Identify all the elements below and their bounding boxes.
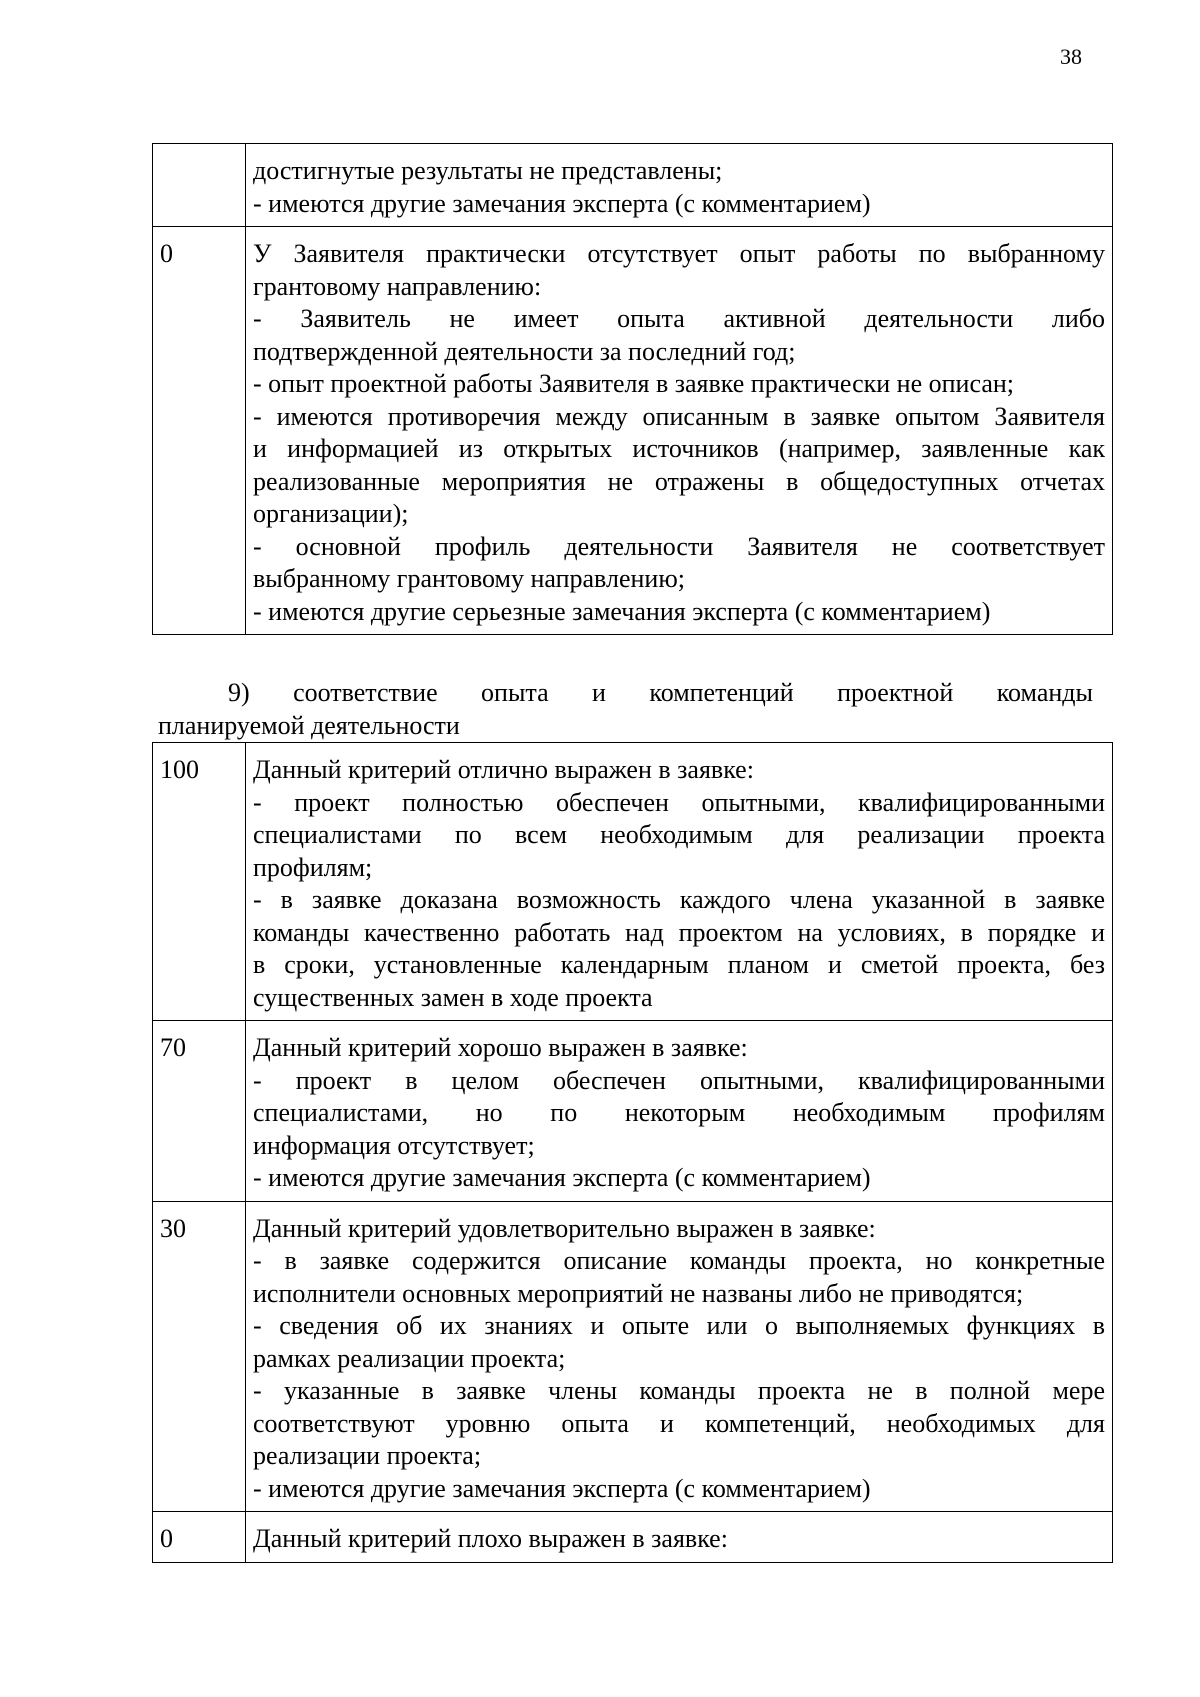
section-heading-line: 9) соответствие опыта и компетенций проектной команды — [228, 678, 1093, 707]
description-line: У Заявителя практически отсутствует опыт работы по выбранному — [253, 239, 1105, 268]
description-line: соответствуют уровню опыта и компетенций, необходимых для — [253, 1408, 1105, 1438]
description-line: - имеются другие серьезные замечания эксперта (с комментарием) — [253, 596, 991, 626]
description-line: команды качественно работать над проектом на условиях, в порядке и — [253, 917, 1105, 947]
description-line: реализованные мероприятия не отражены в общедоступных отчетах — [253, 466, 1105, 496]
description-line: - проект полностью обеспечен опытными, квалифицированными — [253, 787, 1105, 817]
description-line: профилям; — [253, 852, 373, 882]
description-line: Данный критерий отлично выражен в заявке: — [253, 755, 754, 784]
score-cell: 30 — [153, 1201, 246, 1512]
description-line: - указанные в заявке члены команды проекта не в полной мере — [253, 1376, 1105, 1405]
description-line: - в заявке содержится описание команды проекта, но конкретные — [253, 1246, 1105, 1275]
section-heading-line: планируемой деятельности — [158, 710, 460, 740]
criterion-description — [246, 743, 1113, 1021]
table-row — [153, 1201, 1113, 1512]
description-line: специалистами, но по некоторым необходимым профилям — [253, 1098, 1105, 1127]
page-number: 38 — [1060, 44, 1082, 69]
description-line: выбранному грантовому направлению; — [253, 564, 685, 593]
description-line: организации); — [253, 499, 409, 528]
description-line: подтвержденной деятельности за последний год; — [253, 336, 796, 366]
description-line: - опыт проектной работы Заявителя в заявке практически не описан; — [253, 369, 1014, 398]
description-line: Данный критерий хорошо выражен в заявке: — [253, 1033, 748, 1062]
table-row — [153, 743, 1113, 1021]
description-line: специалистами по всем необходимым для реализации проекта — [253, 820, 1105, 849]
description-line: - основной профиль деятельности Заявителя не соответствует — [253, 531, 1105, 561]
table-row — [153, 1512, 1113, 1563]
description-line: - в заявке доказана возможность каждого члена указанной в заявке — [253, 885, 1105, 914]
description-line: - имеются другие замечания эксперта (с комментарием) — [253, 1473, 871, 1503]
description-line: - имеются другие замечания эксперта (с комментарием) — [253, 188, 871, 218]
criteria-table-experience — [152, 143, 1113, 635]
criteria-table-team-competence — [152, 742, 1113, 1563]
score-cell: 0 — [153, 227, 246, 635]
description-line: - имеются противоречия между описанным в заявке опытом Заявителя — [253, 401, 1105, 431]
criterion-description — [246, 1201, 1113, 1512]
description-line: Данный критерий плохо выражен в заявке: — [253, 1524, 728, 1553]
description-line: - имеются другие замечания эксперта (с комментарием) — [253, 1163, 871, 1192]
description-line: - сведения об их знаниях и опыте или о выполняемых функциях в — [253, 1311, 1105, 1340]
table-row — [153, 144, 1113, 227]
description-line: и информацией из открытых источников (например, заявленные как — [253, 434, 1105, 463]
criterion-description — [246, 144, 1113, 227]
description-line: существенных замен в ходе проекта — [253, 982, 653, 1012]
description-line: информация отсутствует; — [253, 1130, 535, 1160]
description-line: - Заявитель не имеет опыта активной деятельности либо — [253, 304, 1105, 333]
criterion-description — [246, 227, 1113, 635]
description-line: в сроки, установленные календарным планом и сметой проекта, без — [253, 950, 1105, 979]
description-line: грантовому направлению: — [253, 271, 542, 301]
table-row — [153, 1021, 1113, 1202]
score-cell: 70 — [153, 1021, 246, 1202]
description-line: реализации проекта; — [253, 1441, 482, 1470]
description-line: достигнутые результаты не представлены; — [253, 156, 723, 185]
criterion-description — [246, 1512, 1113, 1563]
section-heading — [158, 677, 1093, 742]
score-cell — [153, 144, 246, 227]
description-line: Данный критерий удовлетворительно выражен в заявке: — [253, 1213, 876, 1243]
description-line: рамках реализации проекта; — [253, 1343, 566, 1373]
score-cell: 100 — [153, 743, 246, 1021]
criterion-description — [246, 1021, 1113, 1202]
score-cell: 0 — [153, 1512, 246, 1563]
table-row — [153, 227, 1113, 635]
description-line: - проект в целом обеспечен опытными, квалифицированными — [253, 1065, 1105, 1095]
description-line: исполнители основных мероприятий не названы либо не приводятся; — [253, 1278, 1024, 1308]
